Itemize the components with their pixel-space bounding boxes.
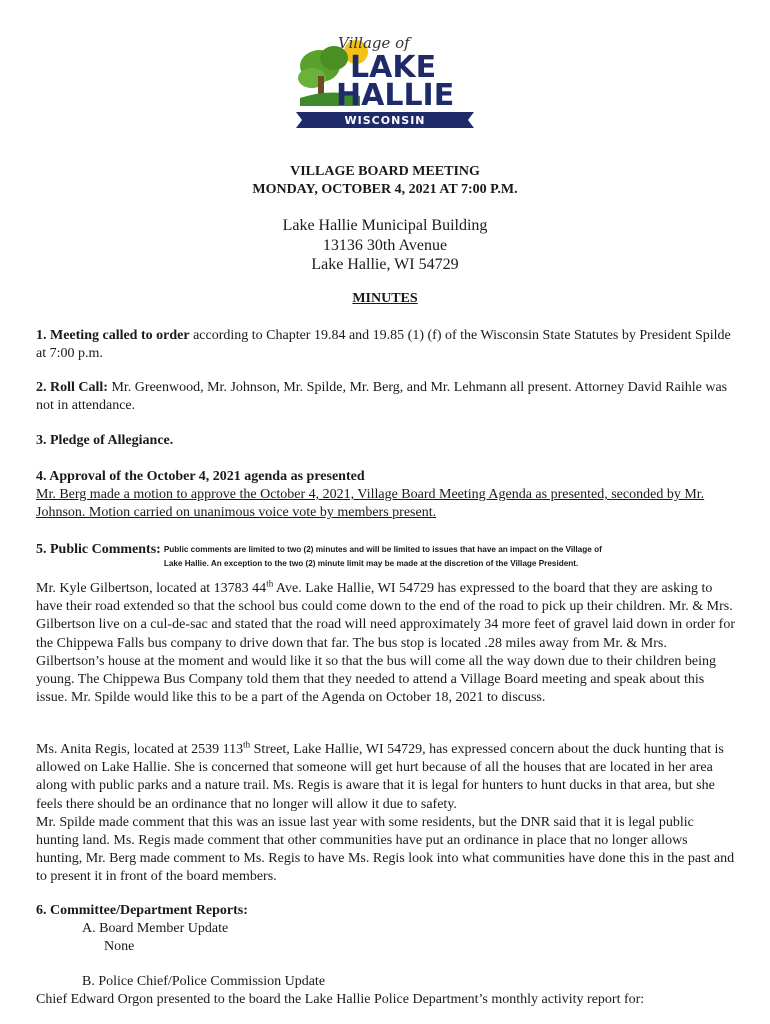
- public-comment-note: [164, 541, 602, 571]
- minutes-title: MINUTES: [352, 291, 418, 306]
- police-update-label: B. Police Chief/Police Commission Update: [82, 973, 326, 989]
- logo-lake-text: LAKE: [350, 50, 437, 85]
- meeting-header: [0, 163, 770, 199]
- item-2: [36, 379, 736, 415]
- public-comment-regis: [36, 741, 736, 887]
- gilbertson-text-a: Mr. Kyle Gilbertson, located at 13783 44: [36, 581, 267, 596]
- board-member-update-label: A. Board Member Update: [82, 921, 229, 937]
- address-line-2: 13136 30th Avenue: [322, 236, 448, 254]
- public-comment-note-line-2: Lake Hallie. An exception to the two (2) minute limit may be made at the discretion of the Village President.: [163, 559, 579, 568]
- item-2-title: 2. Roll Call:: [36, 380, 108, 395]
- logo-banner-text: WISCONSIN: [344, 114, 426, 127]
- address-line-3: Lake Hallie, WI 54729: [311, 256, 459, 273]
- item-4-text: Mr. Berg made a motion to approve the October 4, 2021, Village Board Meeting Agenda as presented, seconded by Mr. Johnson. Motion carried on unanimous voice vote by members present.: [36, 487, 705, 521]
- meeting-address: [0, 216, 770, 275]
- item-3-title: 3. Pledge of Allegiance.: [36, 433, 174, 448]
- public-comment-gilbertson: [36, 580, 736, 707]
- item-1-text: according to Chapter 19.84 and 19.85 (1) (f) of the Wisconsin State Statutes by President Spilde at 7:00 p.m.: [36, 328, 731, 362]
- item-6-title: 6. Committee/Department Reports:: [36, 903, 248, 918]
- meeting-title: VILLAGE BOARD MEETING: [290, 164, 480, 179]
- item-5-title: 5. Public Comments:: [36, 542, 161, 557]
- logo-hallie-text: HALLIE: [336, 78, 455, 113]
- village-logo: [290, 28, 480, 132]
- item-4-title: 4. Approval of the October 4, 2021 agenda as presented: [36, 469, 365, 484]
- regis-sup: th: [243, 739, 251, 750]
- item-1-title: 1. Meeting called to order: [36, 328, 190, 343]
- item-5: [36, 541, 736, 571]
- item-6: [36, 902, 736, 1009]
- police-update-text: Chief Edward Orgon presented to the board the Lake Hallie Police Department’s monthly activity report for:: [36, 991, 645, 1007]
- item-2-text: Mr. Greenwood, Mr. Johnson, Mr. Spilde, Mr. Berg, and Mr. Lehmann all present. Attorney David Raihle was not in attendance.: [36, 380, 728, 414]
- gilbertson-sup: th: [266, 578, 274, 589]
- regis-text-a: Ms. Anita Regis, located at 2539 113: [36, 742, 244, 757]
- regis-followup: Mr. Spilde made comment that this was an issue last year with some residents, but the DNR said that it is legal public hunting land. Ms. Regis made comment that other communities have put an ordinance in place that no longer allows hunting, Mr. Berg made comment to Ms. Regis to have Ms. Regis look into what communities have done this in the past and to present it in front of the board members.: [36, 814, 735, 885]
- item-1: [36, 327, 736, 363]
- item-4: [36, 468, 736, 523]
- public-comment-note-line-1: Public comments are limited to two (2) minutes and will be limited to issues that have an impact on the Village of: [163, 545, 602, 554]
- meeting-date: MONDAY, OCTOBER 4, 2021 AT 7:00 P.M.: [252, 182, 518, 197]
- board-member-update-value: None: [104, 939, 135, 955]
- address-line-1: Lake Hallie Municipal Building: [282, 217, 488, 234]
- logo-script-text: Village of: [338, 34, 410, 52]
- gilbertson-text-b: Ave. Lake Hallie, WI 54729 has expressed to the board that they are asking to have their road extended so that the school bus could come down to the end of the road to pick up their children. Mr. & Mrs. Gilbertson live on a cul-de-sac and stated that the road will need approximately 34 more feet of gravel laid down in order for the Chippewa Falls bus company to drive down that far. The bus stop is located .28 miles away from Mr. & Mrs. Gilbertson’s house at the moment and would like it so that the bus will come all the way down due to their children being young. The Chippewa Bus Company told them that they needed to attend a Village Board meeting and speak about this issue. Mr. Spilde would like this to be a part of the Agenda on October 18, 2021 to discuss.: [36, 581, 735, 706]
- regis-text-b: Street, Lake Hallie, WI 54729, has expressed concern about the duck hunting that is allowed on Lake Hallie. She is concerned that someone will get hurt because of all the houses that are located in her area along with public parks and a nature trail. Ms. Regis is aware that it is legal for hunters to hunt ducks in that area, but she feels there should be an ordinance that no longer will allow it due to safety.: [36, 742, 724, 812]
